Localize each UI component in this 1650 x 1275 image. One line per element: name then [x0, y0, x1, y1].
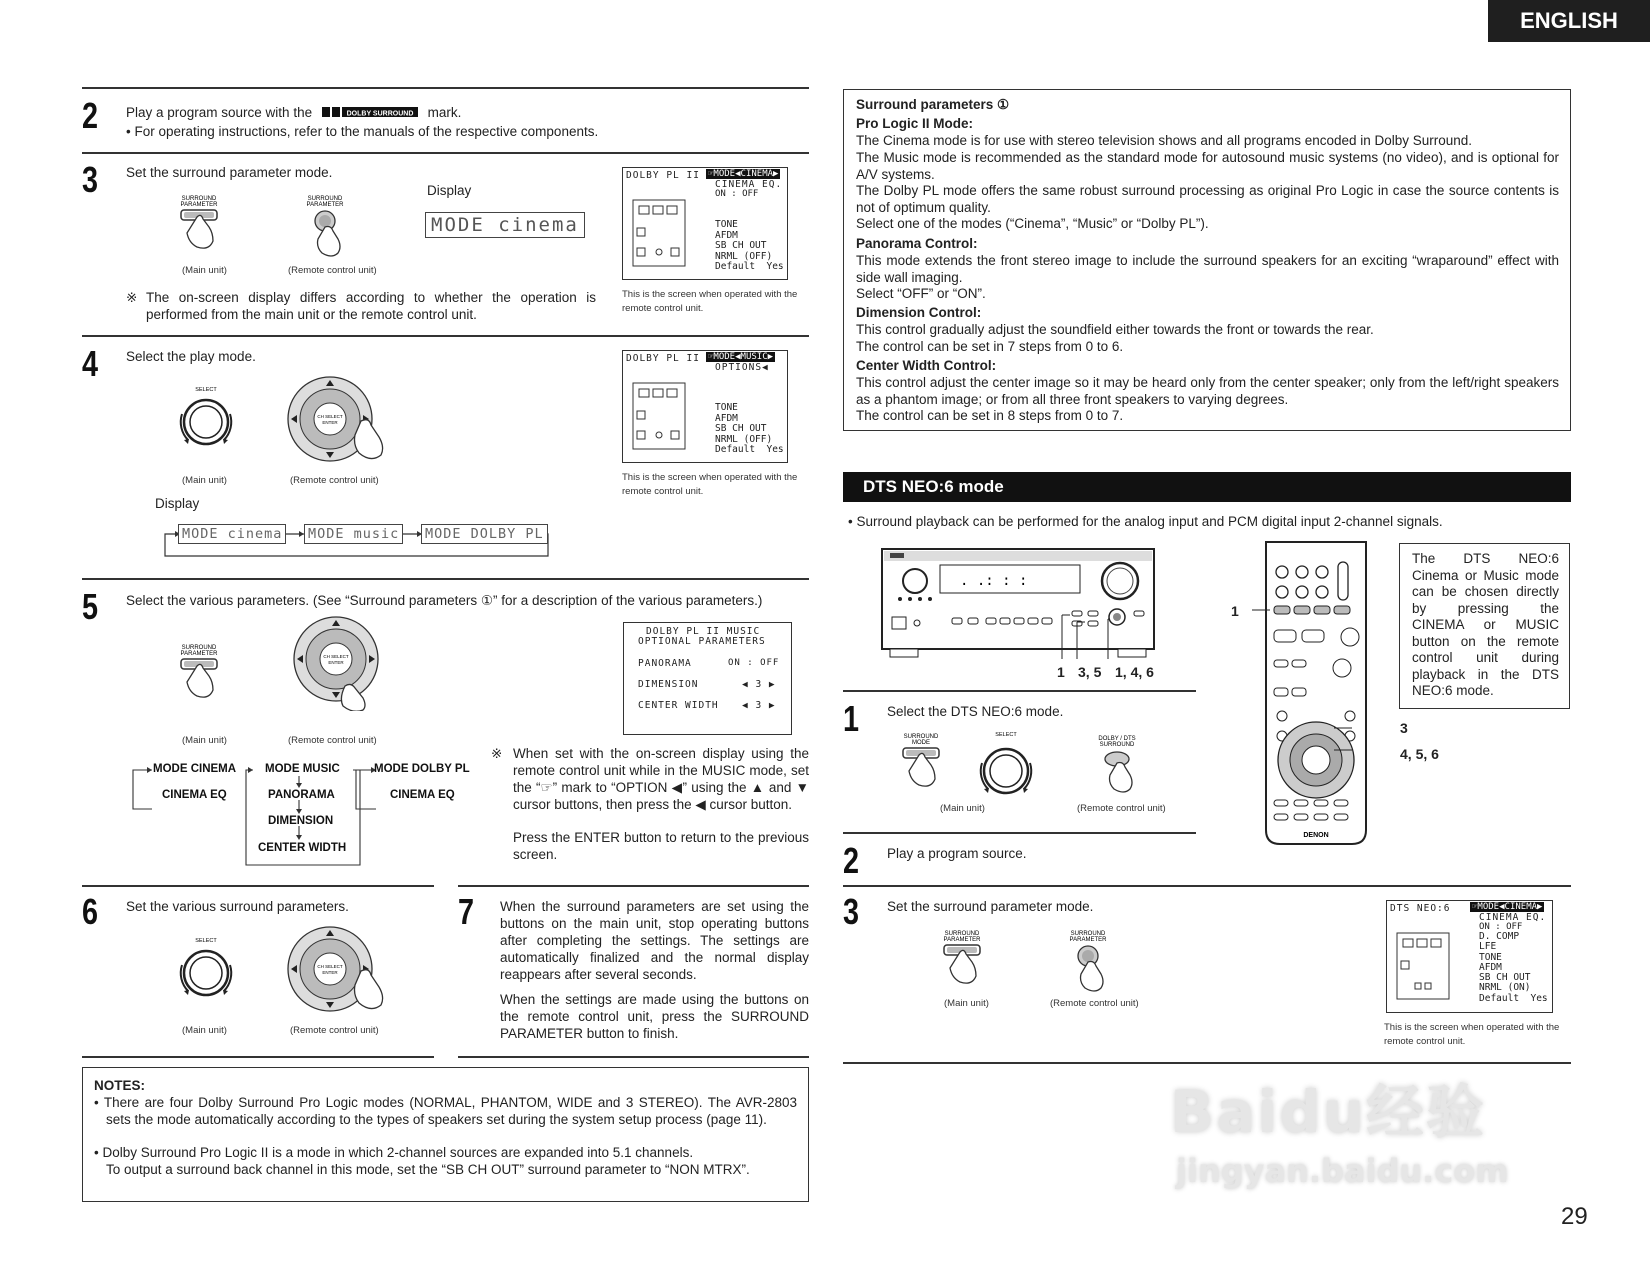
osd-param: DIMENSION	[638, 679, 699, 690]
display-label: Display	[155, 496, 200, 511]
rule	[82, 885, 434, 887]
osd-param: AFDM	[715, 229, 738, 241]
flow-mode-cinema: MODE CINEMA	[153, 763, 237, 775]
surround-parameters-title: Surround parameters ①	[856, 97, 1010, 112]
note-mark: ※	[126, 290, 138, 305]
osd-param: D. COMP	[1479, 931, 1520, 942]
svg-text:CH SELECT: CH SELECT	[323, 654, 349, 659]
osd-mode: ☞MODE◀CINEMA▶	[708, 169, 779, 179]
svg-text:SURROUND: SURROUND	[1070, 931, 1106, 937]
screen-caption: This is the screen when operated with the remote control unit.	[622, 289, 798, 314]
dts-callout-text: The DTS NEO:6 Cinema or Music mode can be chosen directly by pressing the CINEMA or MUSIC button on the remote control unit during playback in the DTS NEO:6 mode.	[1412, 551, 1559, 698]
dolby-logo	[322, 105, 418, 122]
remote-unit-caption: (Remote control unit)	[288, 735, 377, 746]
flow-panorama: PANORAMA	[268, 789, 335, 801]
rule	[82, 578, 809, 580]
dts-step-1-text: Select the DTS NEO:6 mode.	[887, 704, 1064, 719]
select-dial-label: SELECT	[195, 387, 217, 393]
receiver-front-panel-icon	[880, 547, 1160, 682]
svg-text:PARAMETER: PARAMETER	[306, 202, 344, 208]
surround-parameter-button-main	[938, 928, 1008, 998]
main-unit-caption: (Main unit)	[944, 998, 989, 1009]
osd-line: ON : OFF	[1479, 922, 1523, 932]
baidu-watermark-url: jingyan.baidu.com	[1176, 1152, 1509, 1190]
front-callout-1-4-6: 1, 4, 6	[1115, 664, 1154, 680]
step-4-number: 4	[82, 343, 99, 384]
osd-params	[1479, 932, 1548, 1004]
osd-param: NRML (OFF)	[715, 250, 773, 262]
step-6-text: Set the various surround parameters.	[126, 899, 349, 914]
osd-line: CINEMA EQ.	[1479, 912, 1547, 923]
osd-value: ◀ 3 ▶	[742, 679, 776, 690]
osd-param: NRML (OFF)	[715, 433, 773, 445]
svg-text:CH SELECT: CH SELECT	[317, 414, 343, 419]
osd-param: TONE	[715, 402, 738, 413]
dts-step-3-number: 3	[843, 891, 860, 932]
svg-text:PARAMETER: PARAMETER	[180, 202, 218, 208]
remote-unit-caption: (Remote control unit)	[1077, 803, 1166, 814]
osd-head: DOLBY PL II	[626, 353, 700, 364]
select-dial-label: SELECT	[995, 732, 1017, 738]
osd-screen-dts	[1386, 900, 1553, 1013]
param-text: The control can be set in 7 steps from 0 to 6.	[856, 339, 1124, 354]
rule	[843, 690, 1196, 692]
surround-parameter-button-main	[175, 193, 245, 263]
osd-line: OPTIONS◀	[715, 362, 769, 373]
step-2-text-a: Play a program source with the	[126, 105, 313, 120]
main-unit-caption: (Main unit)	[182, 475, 227, 486]
note-item: • Dolby Surround Pro Logic II is a mode in which 2-channel sources are expanded into 5.1 channels.	[94, 1145, 694, 1160]
rule	[82, 152, 809, 154]
notes-box	[82, 1067, 809, 1202]
svg-text:MODE: MODE	[912, 740, 930, 746]
osd-mode-value: CINEMA	[1504, 902, 1538, 912]
remote-unit-caption: (Remote control unit)	[290, 1025, 379, 1036]
osd-center-width-value: 3	[755, 700, 763, 711]
remote-cursor-pad-icon	[293, 616, 403, 716]
osd-param: NRML (ON)	[1479, 982, 1531, 994]
osd-line: OPTIONAL PARAMETERS	[638, 636, 766, 647]
screen-caption: This is the screen when operated with the remote control unit.	[622, 472, 798, 497]
remote-callout-1: 1	[1231, 603, 1239, 619]
speaker-layout-icon	[631, 198, 687, 268]
osd-line: ON : OFF	[715, 189, 759, 199]
param-heading: Pro Logic II Mode:	[856, 116, 973, 131]
front-callout-1: 1	[1057, 664, 1065, 680]
svg-text:PARAMETER: PARAMETER	[1069, 937, 1107, 943]
rule	[843, 1062, 1571, 1064]
select-dial-icon	[170, 937, 250, 1012]
param-text: The Dolby PL mode offers the same robust surround processing as original Pro Logic in case the source contents is not of optimum quality.	[856, 183, 1559, 215]
remote-cursor-pad-icon	[287, 926, 397, 1021]
step-2-instruction: • For operating instructions, refer to the manuals of the respective components.	[126, 124, 599, 139]
notes-title: NOTES:	[94, 1078, 146, 1093]
flow-cinema-eq: CINEMA EQ	[390, 789, 455, 801]
surround-parameter-button-main	[175, 642, 245, 712]
osd-mode: ☞MODE◀CINEMA▶	[1472, 902, 1543, 912]
param-heading: Center Width Control:	[856, 358, 997, 373]
osd-param: TONE	[715, 219, 738, 230]
osd-params	[715, 403, 784, 456]
flow-dimension: DIMENSION	[268, 815, 334, 827]
svg-text:PARAMETER: PARAMETER	[943, 937, 981, 943]
osd-head: DOLBY PL II	[626, 170, 700, 181]
osd-value: ◀ 3 ▶	[742, 700, 776, 711]
osd-mode-value: CINEMA	[740, 169, 774, 179]
osd-options: OPTIONS	[715, 362, 763, 373]
osd-param: SB CH OUT	[715, 423, 767, 434]
main-unit-caption: (Main unit)	[940, 803, 985, 814]
svg-text:PARAMETER: PARAMETER	[180, 651, 218, 657]
step-2-number: 2	[82, 95, 99, 136]
osd-mode: ☞MODE◀MUSIC▶	[708, 352, 774, 362]
baidu-watermark: Baidu经验	[1170, 1078, 1487, 1146]
svg-text:SURROUND: SURROUND	[1099, 742, 1135, 748]
step-5-text: Select the various parameters. (See “Surround parameters ①” for a description of the various parameters.)	[126, 593, 763, 608]
osd-param: CENTER WIDTH	[638, 700, 719, 711]
page-number: 29	[1561, 1203, 1588, 1230]
svg-text:CH SELECT: CH SELECT	[317, 964, 343, 969]
param-text: The control can be set in 8 steps from 0 to 7.	[856, 408, 1124, 423]
osd-line: CINEMA EQ.	[715, 179, 783, 190]
step-7-number: 7	[458, 891, 475, 932]
param-text: This control gradually adjust the soundfield either towards the front or towards the rear.	[856, 322, 1374, 337]
select-dial-icon	[170, 386, 250, 461]
step-7-text-remote: When the settings are made using the buttons on the remote control unit, press the SURROUND PARAMETER button to finish.	[500, 992, 809, 1041]
svg-text:ENTER: ENTER	[328, 660, 344, 665]
dts-bullet: • Surround playback can be performed for the analog input and PCM digital input 2-channel signals.	[848, 514, 1443, 529]
surround-parameter-button-remote	[1066, 928, 1136, 998]
osd-param: LFE	[1479, 941, 1497, 953]
svg-text:DOLBY / DTS: DOLBY / DTS	[1098, 736, 1136, 742]
osd-mode-label: MODE	[1477, 902, 1500, 912]
osd-param: SB CH OUT	[1479, 972, 1531, 984]
osd-value: ON : OFF	[728, 658, 780, 668]
param-text: Select one of the modes (“Cinema”, “Music” or “Dolby PL”).	[856, 216, 1209, 231]
rule	[843, 885, 1571, 887]
param-text: Select “OFF” or “ON”.	[856, 286, 986, 301]
display-mode-dolby-pl: MODE DOLBY PL	[421, 524, 548, 544]
step-3-note: The on-screen display differs according to whether the operation is performed from the main unit or the remote control unit.	[146, 290, 596, 322]
param-heading: Dimension Control:	[856, 305, 982, 320]
language-tab: ENGLISH	[1488, 0, 1650, 42]
osd-param: AFDM	[715, 412, 738, 424]
step-2-text	[126, 104, 461, 122]
dts-step-3-text: Set the surround parameter mode.	[887, 899, 1094, 914]
speaker-layout-icon	[1395, 931, 1451, 1001]
speaker-layout-icon	[631, 381, 687, 451]
svg-text:SURROUND: SURROUND	[903, 734, 939, 740]
note-item: To output a surround back channel in this mode, set the “SB CH OUT” surround parameter to “NON MTRX”.	[106, 1162, 750, 1177]
main-unit-caption: (Main unit)	[182, 735, 227, 746]
osd-line: DOLBY PL II MUSIC	[646, 626, 761, 637]
remote-cursor-pad-icon	[287, 376, 397, 471]
remote-callout-4-5-6: 4, 5, 6	[1400, 746, 1439, 762]
main-unit-caption: (Main unit)	[182, 265, 227, 276]
osd-screen-step5	[623, 622, 792, 735]
svg-text:. .: : :: . .: : :	[960, 573, 1028, 589]
display-mode-cinema: MODE cinema	[425, 212, 585, 238]
rule	[458, 1056, 809, 1058]
note-mark: ※	[491, 746, 503, 761]
main-unit-caption: (Main unit)	[182, 1025, 227, 1036]
remote-unit-caption: (Remote control unit)	[1050, 998, 1139, 1009]
rule	[82, 1056, 434, 1058]
osd-param: Default Yes	[1479, 992, 1548, 1004]
step-5-note-enter: Press the ENTER button to return to the previous screen.	[513, 830, 809, 862]
osd-param: Default Yes	[715, 444, 784, 455]
remote-callout-lines	[1230, 590, 1370, 760]
display-mode-music: MODE music	[304, 524, 403, 544]
osd-mode-label: MODE	[713, 169, 736, 179]
flow-mode-dolby-pl: MODE DOLBY PL	[374, 763, 470, 775]
osd-dimension-value: 3	[755, 679, 763, 690]
step-2-text-b: mark.	[427, 105, 462, 120]
osd-param: PANORAMA	[638, 658, 692, 669]
osd-screen-step3	[622, 167, 788, 280]
select-dial-label: SELECT	[195, 938, 217, 944]
osd-param: AFDM	[1479, 961, 1502, 973]
surround-mode-button-main	[897, 731, 967, 801]
svg-text:SURROUND: SURROUND	[944, 931, 980, 937]
note-item: • There are four Dolby Surround Pro Logic modes (NORMAL, PHANTOM, WIDE and 3 STEREO). The AVR-2803 sets the mode automatically according to the types of speakers set during the system setup process (page 11).	[94, 1095, 797, 1127]
step-4-text: Select the play mode.	[126, 349, 256, 364]
param-text: This mode extends the front stereo image to include the surround speakers for an exciting “wraparound” effect with side wall imaging.	[856, 253, 1559, 285]
flow-cinema-eq: CINEMA EQ	[162, 789, 227, 801]
flow-mode-music: MODE MUSIC	[265, 763, 340, 775]
dolby-logo-text: DOLBY SURROUND	[346, 110, 414, 118]
rule	[843, 832, 1196, 834]
dts-step-1-number: 1	[843, 698, 860, 739]
step-6-number: 6	[82, 891, 99, 932]
svg-text:ENTER: ENTER	[322, 420, 338, 425]
step-3-number: 3	[82, 159, 99, 200]
param-heading: Panorama Control:	[856, 236, 978, 251]
step-5-note: When set with the on-screen display using the remote control unit while in the MUSIC mode, set the “☞” mark to “OPTION ◀” using the ▲ and ▼ cursor buttons, then press the ◀ cursor button.	[513, 746, 809, 812]
param-text: The Music mode is recommended as the standard mode for autosound music systems (no video), and is optional for A/V systems.	[856, 150, 1559, 182]
dts-step-2-number: 2	[843, 840, 860, 881]
display-mode-cinema: MODE cinema	[178, 524, 286, 544]
rule	[458, 885, 809, 887]
osd-mode-value: MUSIC	[740, 352, 768, 362]
svg-text:SURROUND: SURROUND	[181, 645, 217, 651]
remote-brand-label: DENON	[1303, 832, 1329, 839]
osd-param: Default Yes	[715, 261, 784, 272]
step-5-number: 5	[82, 586, 99, 627]
dts-neo6-header: DTS NEO:6 mode	[843, 472, 1571, 502]
surround-parameter-button-remote	[303, 193, 373, 263]
dts-step-2-text: Play a program source.	[887, 846, 1027, 861]
display-label: Display	[427, 183, 472, 198]
svg-text:SURROUND: SURROUND	[307, 196, 343, 202]
front-callout-3-5: 3, 5	[1078, 664, 1102, 680]
svg-text:ENTER: ENTER	[322, 970, 338, 975]
svg-text:SURROUND: SURROUND	[181, 196, 217, 202]
remote-unit-caption: (Remote control unit)	[288, 265, 377, 276]
remote-unit-caption: (Remote control unit)	[290, 475, 379, 486]
osd-mode-label: MODE	[713, 352, 736, 362]
osd-param: SB CH OUT	[715, 240, 767, 251]
osd-param: TONE	[1479, 951, 1502, 963]
screen-caption: This is the screen when operated with the remote control unit.	[1384, 1022, 1560, 1047]
remote-callout-3: 3	[1400, 720, 1408, 736]
rule	[82, 335, 809, 337]
flow-center-width: CENTER WIDTH	[258, 842, 347, 854]
osd-params	[715, 220, 784, 273]
osd-screen-step4	[622, 350, 788, 463]
dolby-dts-surround-button-remote	[1095, 733, 1165, 803]
step-3-text: Set the surround parameter mode.	[126, 165, 333, 180]
param-text: The Cinema mode is for use with stereo television shows and all programs encoded in Dolby Surround.	[856, 133, 1473, 148]
step-7-text: When the surround parameters are set using the buttons on the main unit, stop operating buttons after completing the settings. The settings are automatically finalized and the normal display reappears after several seconds.	[500, 899, 809, 982]
rule	[82, 87, 809, 89]
param-text: This control adjust the center image so it may be heard only from the center speaker; only from the left/right speakers as a phantom image; or from all three front speakers to varying degrees.	[856, 375, 1559, 407]
osd-head: DTS NEO:6	[1390, 903, 1451, 914]
